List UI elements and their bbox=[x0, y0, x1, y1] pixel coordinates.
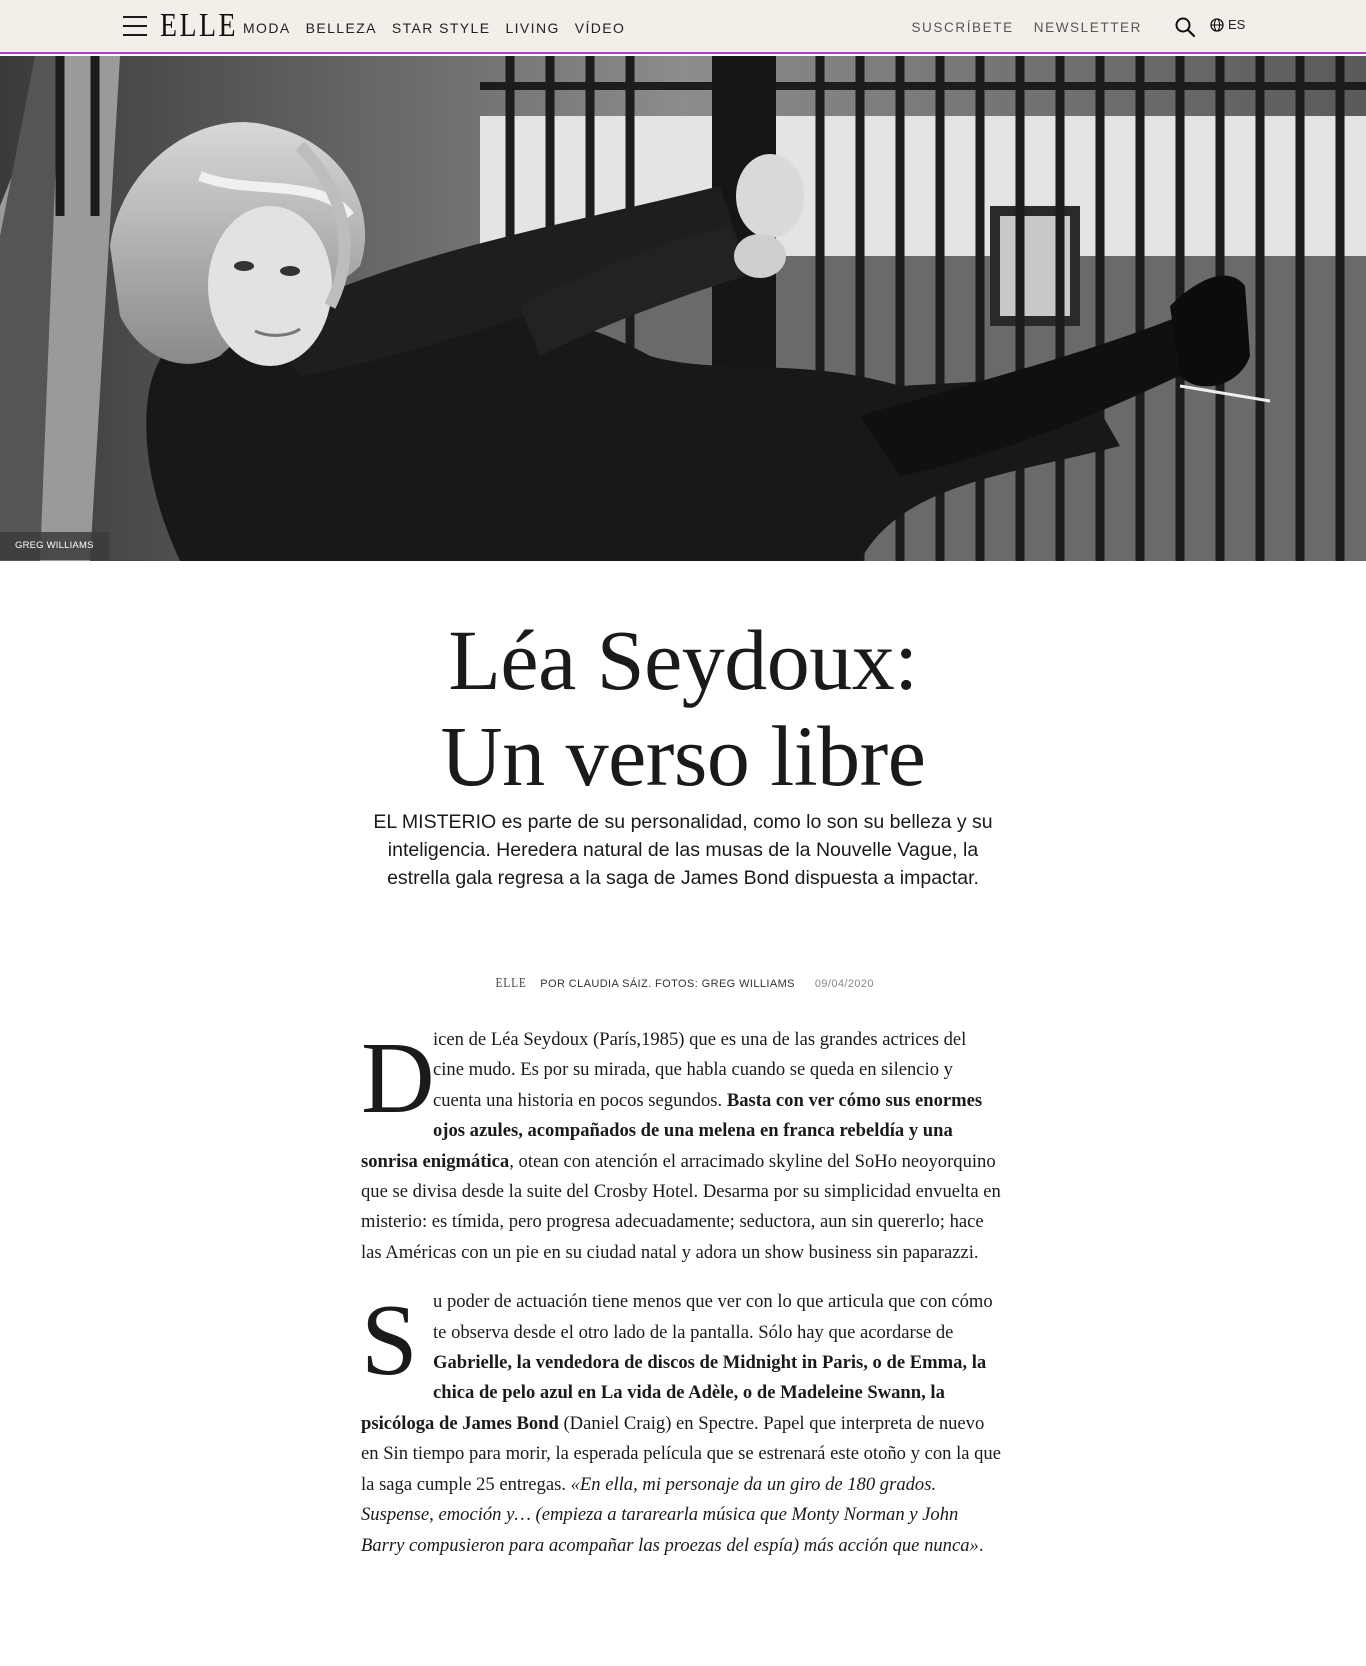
text-segment: , otean con atención el arracimado skyline del SoHo neoyorquino que se divisa desde la suite del Crosby Hotel. Desarma por su simplicidad envuelta en misterio: es tímida, pero progresa adecuadamente; seductora, aun sin quererlo; hace las Américas con un pie en su ciudad natal y adora un show business sin paparazzi. bbox=[361, 1150, 1001, 1263]
publish-date: 09/04/2020 bbox=[814, 978, 874, 990]
bold-segment: Gabrielle, la vendedora de discos de Midnight in Paris, o de Emma, la chica de pelo azul en La vida de Adèle, o de Madeleine Swann, la psicóloga de James Bond bbox=[361, 1352, 987, 1434]
nav-item-moda[interactable]: MODA bbox=[243, 20, 291, 36]
drop-cap: S bbox=[361, 1284, 418, 1398]
hamburger-icon[interactable] bbox=[123, 16, 147, 38]
language-label: ES bbox=[1228, 17, 1246, 32]
hero-photo bbox=[0, 56, 1366, 561]
text-segment: u poder de actuación tiene menos que ver con lo que articula que con cómo te observa desde el otro lado de la pantalla. Sólo hay que acordarse de bbox=[433, 1291, 993, 1343]
title-line-1: Léa Seydoux: bbox=[448, 612, 918, 708]
utility-nav bbox=[891, 19, 1142, 37]
main-nav bbox=[243, 19, 640, 37]
byline-author[interactable]: POR CLAUDIA SÁIZ. FOTOS: GREG WILLIAMS bbox=[540, 978, 795, 990]
text-segment: icen de Léa Seydoux (París,1985) que es una de las grandes actrices del cine mudo. Es por su mirada, que habla cuando se queda en silencio y cuenta una historia en pocos segundos. bbox=[433, 1029, 967, 1111]
byline-logo: ELLE bbox=[495, 976, 527, 991]
photo-credit: GREG WILLIAMS bbox=[0, 532, 109, 560]
text-segment: (Daniel Craig) en Spectre. Papel que interpreta de nuevo en Sin tiempo para morir, la esperada película que se estrenará este otoño y con la que la saga cumple 25 entregas. bbox=[361, 1412, 1001, 1495]
nav-item-video[interactable]: VÍDEO bbox=[574, 20, 626, 36]
drop-cap: D bbox=[361, 1022, 435, 1135]
text-segment: . bbox=[978, 1534, 984, 1556]
paragraph-1 bbox=[361, 1022, 1001, 1268]
nav-item-star-style[interactable]: STAR STYLE bbox=[391, 20, 491, 36]
byline bbox=[363, 976, 1003, 992]
paragraph-2 bbox=[361, 1284, 1001, 1561]
nav-item-belleza[interactable]: BELLEZA bbox=[305, 20, 377, 36]
site-logo[interactable]: ELLE bbox=[160, 7, 238, 44]
title-line-2: Un verso libre bbox=[440, 708, 926, 804]
quote-segment: «En ella, mi personaje da un giro de 180 grados. Suspense, emoción y… (empieza a tararearla música que Monty Norman y John Barry compusieron para acompañar las proezas del espía) más acción que nunca» bbox=[361, 1473, 979, 1556]
article-title bbox=[283, 612, 1083, 804]
search-icon[interactable] bbox=[1174, 16, 1196, 38]
language-selector[interactable] bbox=[1210, 17, 1245, 32]
article-dek: EL MISTERIO es parte de su personalidad, como lo son su belleza y su inteligencia. Heredera natural de las musas de la Nouvelle Vague, la estrella gala regresa a la saga de James Bond dispuesta a impactar. bbox=[373, 811, 993, 889]
nav-item-living[interactable]: LIVING bbox=[505, 20, 560, 36]
globe-icon bbox=[1210, 18, 1224, 32]
bold-segment: Basta con ver cómo sus enormes ojos azules, acompañados de una melena en franca rebeldía y una sonrisa enigmática bbox=[361, 1089, 983, 1172]
article-body bbox=[361, 1022, 1001, 1580]
hero-image bbox=[0, 56, 1366, 561]
subscribe-link[interactable]: SUSCRÍBETE bbox=[911, 20, 1014, 35]
newsletter-link[interactable]: NEWSLETTER bbox=[1033, 20, 1142, 35]
site-header bbox=[0, 0, 1366, 54]
